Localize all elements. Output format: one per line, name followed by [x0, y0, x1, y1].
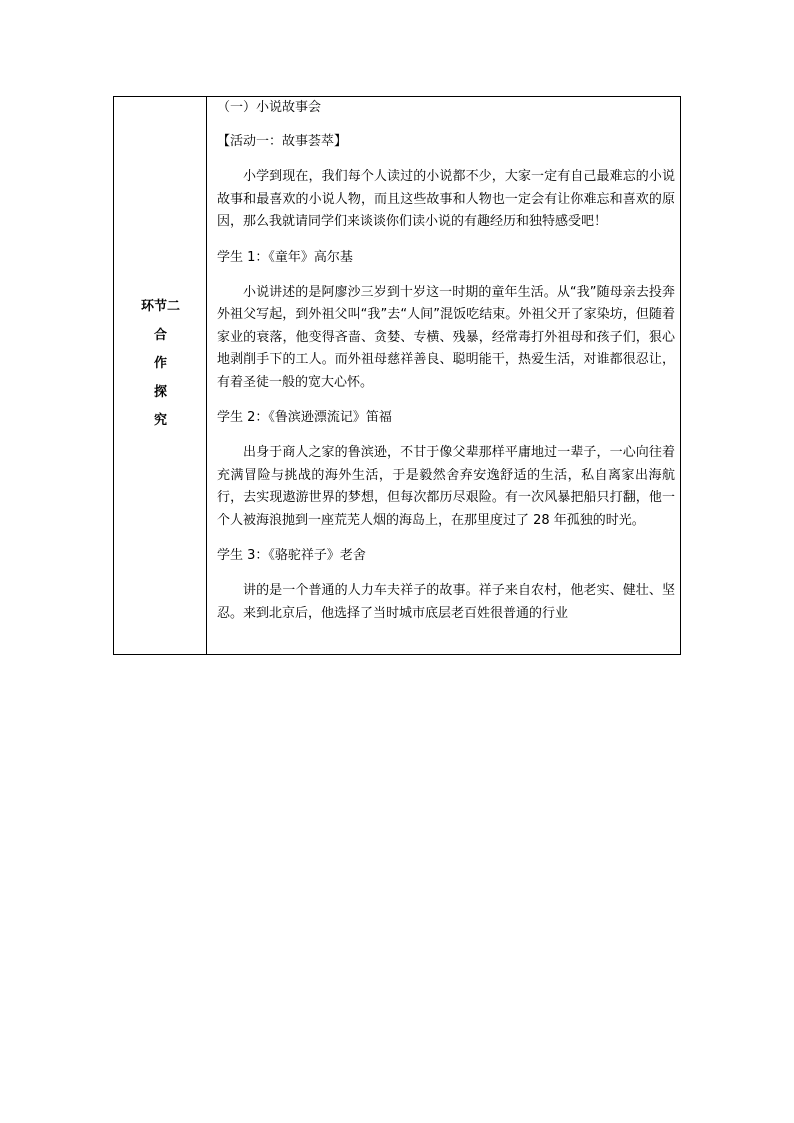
section-cell: [114, 97, 207, 654]
section-label: [114, 293, 207, 436]
subsection-heading: （一）小说故事会: [217, 100, 322, 115]
student-label: 学生 3：《骆驼祥子》老舍: [217, 548, 366, 563]
lesson-plan-table: [113, 96, 681, 655]
section-label-line: 作: [153, 356, 167, 371]
section-label-line: 究: [153, 413, 167, 428]
student-label: 学生 1：《童年》高尔基: [217, 249, 353, 265]
section-label-line: 探: [153, 384, 167, 400]
student-label: 学生 2：《鲁滨逊漂流记》笛福: [217, 410, 392, 425]
activity-title: 【活动一：故事荟萃】: [217, 134, 348, 149]
content-cell: [207, 97, 680, 654]
section-label-line: 合: [153, 327, 167, 343]
section-label-line: 环节二: [140, 299, 180, 314]
intro-paragraph: 小学到现在，我们每个人读过的小说都不少，大家一定有自己最难忘的小说故事和最喜欢的小说人物，而且这些故事和人物也一定会有让你难忘和喜欢的原因，那么我就请同学们来谈谈你们读小说的有趣经历和独特感受吧！: [217, 169, 675, 229]
student-story: 讲的是一个普通的人力车夫祥子的故事。祥子来自农村，他老实、健壮、坚忍。来到北京后，他选择了当时城市底层老百姓很普通的行业: [217, 583, 675, 621]
student-story: 小说讲述的是阿廖沙三岁到十岁这一时期的童年生活。从“我”随母亲去投奔外祖父写起，到外祖父叫“我”去“人间”混饭吃结束。外祖父开了家染坊，但随着家业的衰落，他变得吝啬、贪婪、专横、残暴，经常毒打外祖母和孩子们，狠心地剥削手下的工人。而外祖母慈祥善良、聪明能干，热爱生活，对谁都很忍让，有着圣徒一般的宽大心怀。: [217, 284, 675, 390]
content-text: [217, 97, 675, 638]
student-story: 出身于商人之家的鲁滨逊，不甘于像父辈那样平庸地过一辈子，一心向往着充满冒险与挑战的海外生活，于是毅然舍弃安逸舒适的生活，私自离家出海航行，去实现遨游世界的梦想，但每次都历尽艰险。有一次风暴把船只打翻，他一个人被海浪抛到一座荒芜人烟的海岛上，在那里度过了 28 年孤独的时光。: [217, 445, 675, 528]
